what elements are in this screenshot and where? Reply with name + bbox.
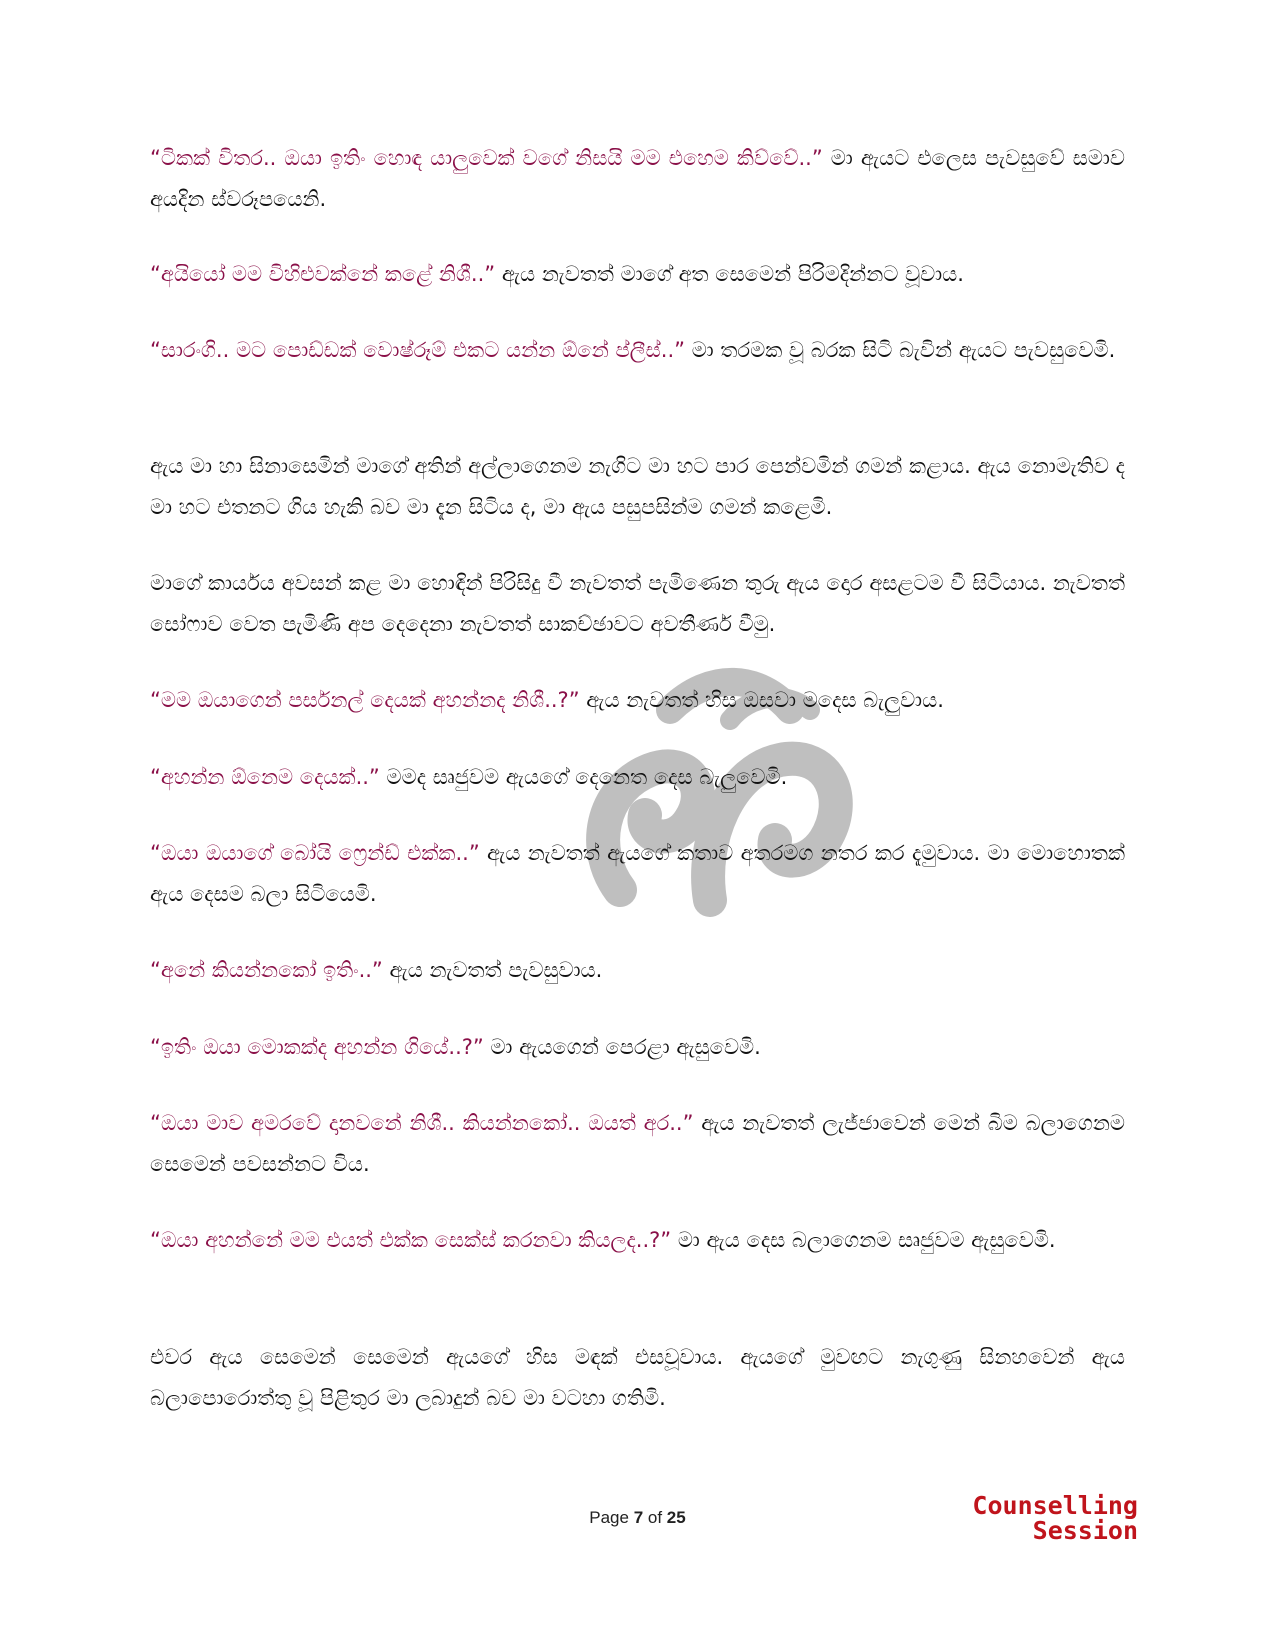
paragraph-12: [150, 1220, 1125, 1261]
brand-logo: [948, 1493, 1138, 1543]
narration-text: මා ඇයගෙන් පෙරළා ඇසුවෙමි.: [483, 1035, 761, 1059]
page-total: 25: [666, 1508, 686, 1527]
paragraph-6: [150, 680, 1125, 721]
paragraph-5: [150, 563, 1125, 645]
narration-text: මා ඇයට එලෙස පැවසුවේ සමාව අයදින ස්වරූපයෙනි.: [150, 146, 1125, 211]
narration-text: ඇය නැවතත් ඇයගේ කතාව අතරමග නතර කර දැමුවාය. මා මොහොතක් ඇය දෙසම බලා සිටියෙමි.: [150, 841, 1126, 906]
paragraph-13: [150, 1337, 1125, 1419]
dialogue-text: “අහන්න ඕනෙම දෙයක්..”: [150, 765, 380, 789]
narration-text: ඇය මා හා සිනාසෙමින් මාගේ අතින් අල්ලාගෙනම නැගිට මා හට පාර පෙන්වමින් ගමන් කළාය. ඇය නොමැතිව ද මා හට එතනට ගිය හැකි බව මා දැන සිටිය ද, මා ඇය පසුපසින්ම ගමන් කළෙමි.: [150, 454, 1125, 519]
page-prefix: Page: [589, 1508, 634, 1527]
dialogue-text: “ඔයා අහන්නේ මම එයත් එක්ක සෙක්ස් කරනවා කියලද..?”: [150, 1228, 672, 1252]
dialogue-text: “අනේ කියන්නකෝ ඉතිං..”: [150, 958, 383, 982]
paragraph-9: [150, 950, 1125, 991]
narration-text: මා ඇය දෙස බලාගෙනම සෘජුවම ඇසුවෙමි.: [671, 1228, 1056, 1252]
paragraph-7: [150, 757, 1125, 798]
paragraph-11: [150, 1103, 1125, 1185]
dialogue-text: “ඔයා ඔයාගේ බෝයි ෆ්‍රෙන්ඩ් එක්ක..”: [150, 841, 480, 865]
narration-text: එවර ඇය සෙමෙන් සෙමෙන් ඇයගේ හිස මඳක් එසවූවාය. ඇයගේ මුවඟට නැගුණු සිනහවෙන් ඇය බලාපොරොත්තු වූ පිළිතුර මා ලබාදුන් බව මා වටහා ගතිමි.: [150, 1345, 1125, 1410]
paragraph-4: [150, 446, 1125, 528]
narration-text: මා තරමක වූ බරක සිටි බැවින් ඇයට පැවසුවෙමි.: [685, 338, 1116, 362]
brand-line-2: Session: [1032, 1516, 1138, 1545]
narration-text: ඇය නැවතත් පැවසුවාය.: [382, 958, 603, 982]
dialogue-text: “අයියෝ මම විහිළුවක්නේ කළේ නිශී..”: [150, 262, 496, 286]
narration-text: මාගේ කාර්යය අවසන් කළ මා හොඳින් පිරිසිදු වී නැවතත් පැමිණෙන තුරු ඇය දොර අසළටම වී සිටියාය. නැවතත් සෝෆාව වෙත පැමිණි අප දෙදෙනා නැවතත් සාකච්ඡාවට අවතීර්ණ වීමු.: [150, 571, 1125, 636]
paragraph-2: [150, 254, 1125, 295]
brand-line-1: Counselling: [972, 1491, 1138, 1520]
paragraph-3: [150, 330, 1125, 371]
paragraph-10: [150, 1027, 1125, 1068]
dialogue-text: “ටිකක් විතර.. ඔයා ඉතිං හොඳ යාලුවෙක් වගේ නිසයි මම එහෙම කිව්වේ..”: [150, 146, 823, 170]
narration-text: මමද සෘජුවම ඇයගේ දෙනෙත දෙස බැලුවෙමි.: [379, 765, 788, 789]
page-current: 7: [633, 1508, 644, 1527]
paragraph-8: [150, 833, 1125, 915]
page-of: of: [643, 1508, 667, 1527]
dialogue-text: “ඔයා මාව අමරවේ දානවනේ නිශී.. කියන්නකෝ.. ඔයත් අර..”: [150, 1111, 694, 1135]
dialogue-text: “සාරංගි.. මට පොඩ්ඩක් වොෂ්රූම් එකට යන්න ඕනේ ප්ලීස්..”: [150, 338, 686, 362]
narration-text: ඇය නැවතත් හිස ඔසවා මදෙස බැලුවාය.: [579, 688, 944, 712]
dialogue-text: “මම ඔයාගෙන් පර්සනල් දෙයක් අහන්නද නිශී..?”: [150, 688, 580, 712]
dialogue-text: “ඉතිං ඔයා මොකක්ද අහන්න ගියේ..?”: [150, 1035, 484, 1059]
paragraph-1: [150, 138, 1125, 220]
narration-text: ඇය නැවතත් ලැජ්ජාවෙන් මෙන් බිම බලාගෙනම සෙමෙන් පවසන්නට විය.: [150, 1111, 1126, 1176]
narration-text: ඇය නැවතත් මාගේ අත සෙමෙන් පිරිමදින්නට වූවාය.: [495, 262, 964, 286]
